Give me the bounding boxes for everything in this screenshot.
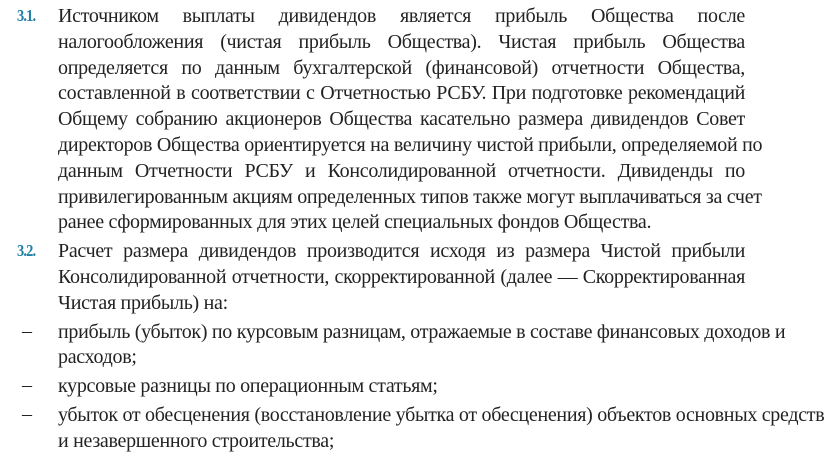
text-line: определяется по данным бухгалтерской (финансовой) отчетности Общества, [58, 56, 745, 79]
text-line: прибыль (убыток) по курсовым разницам, отражаемые в составе финансовых доходов и [58, 320, 786, 343]
text-line: Общему собранию акционеров Общества касательно размера дивидендов Совет [58, 108, 745, 131]
text-line: составленной в соответствии с Отчетностью РСБУ. При подготовке рекомендаций [58, 82, 745, 105]
text-line: данным Отчетности РСБУ и Консолидированной отчетности. Дивиденды по [58, 159, 745, 182]
text-line: налогообложения (чистая прибыль Общества). Чистая прибыль Общества [58, 30, 745, 53]
text-line: Расчет размера дивидендов производится исходя из размера Чистой прибыли [58, 240, 745, 263]
section-paragraph [0, 239, 758, 316]
spacer [0, 455, 758, 458]
text-line: расходов; [58, 346, 137, 369]
bullet-item [0, 374, 758, 400]
bullet-item [0, 319, 786, 372]
text-line: Консолидированной отчетности, скорректированной (далее — Скорректированная [58, 265, 745, 288]
section-number: 3.2. [17, 241, 36, 261]
text-line: Источником выплаты дивидендов является прибыль Общества после [58, 5, 745, 27]
section-number: 3.1. [17, 6, 36, 25]
text-line: директоров Общества ориентируется на величину чистой прибыли, определяемой по [58, 133, 763, 156]
text-line: курсовые разницы по операционным статьям; [58, 375, 438, 398]
bullet-dash: – [22, 374, 32, 397]
text-line: убыток от обесценения (восстановление убытка от обесценения) объектов основных средств [58, 403, 824, 426]
text-line: Чистая прибыль) на: [58, 291, 228, 314]
text-line: и незавершенного строительства; [58, 429, 335, 452]
bullet-dash: – [22, 402, 32, 425]
document-body [0, 4, 824, 458]
text-line: ранее сформированных для этих целей специальных фондов Общества. [58, 211, 652, 234]
section-paragraph [0, 4, 763, 236]
bullet-dash: – [22, 319, 32, 342]
bullet-item [0, 402, 824, 455]
text-line: привилегированным акциям определенных типов также могут выплачиваться за счет [58, 185, 762, 208]
